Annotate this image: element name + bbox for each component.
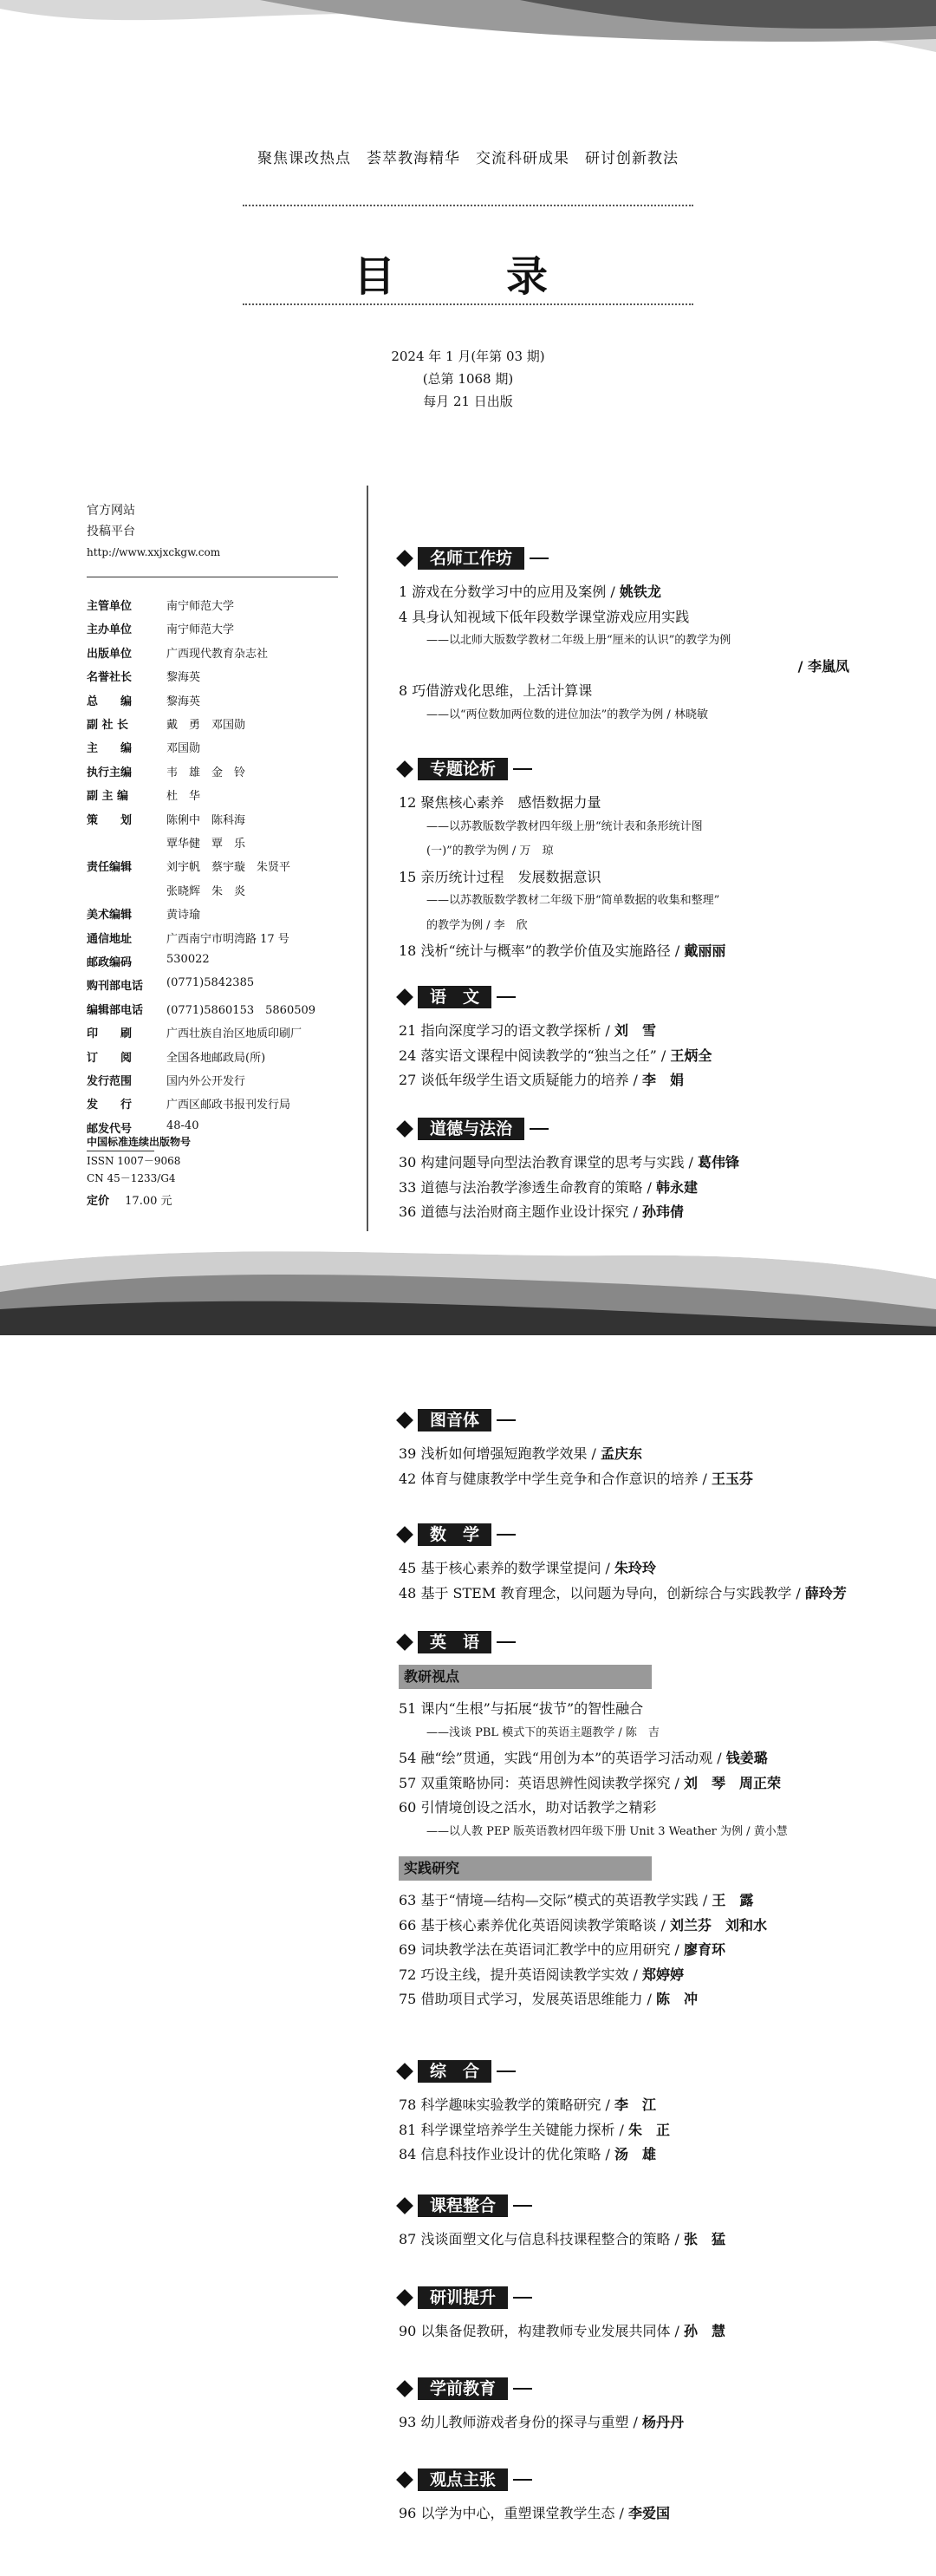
pub-info-row [87, 644, 268, 661]
author-name: 戴丽丽 [684, 942, 726, 959]
section-header [399, 546, 549, 571]
toc-entry[interactable] [399, 1914, 767, 1934]
pub-info-row [87, 1001, 315, 1017]
subtitle-text: ——以苏教版数学教材四年级上册“统计表和条形统计图 [426, 819, 703, 833]
pub-info-row [87, 668, 200, 684]
section-rule [530, 558, 549, 559]
subsection-label: 教研视点 [399, 1665, 652, 1689]
toc-entry[interactable] [399, 940, 725, 960]
article-title: 18 浅析“统计与概率”的教学价值及实施路径 / [399, 942, 685, 959]
pub-info-value: 杜 华 [166, 790, 201, 804]
author-name: 张 猛 [684, 2231, 726, 2247]
article-title: 72 巧设主线，提升英语阅读教学实效 / [399, 1966, 643, 1983]
author-name: 孙 慧 [684, 2323, 726, 2339]
pub-info-key: 通信地址 [87, 932, 133, 946]
author-name: 韩永建 [656, 1178, 699, 1196]
author-name: 陈 冲 [656, 1991, 699, 2007]
article-title: 4 具身认知视域下低年段数学课堂游戏应用实践 [399, 608, 690, 625]
pub-info-row [87, 1024, 302, 1040]
toc-entry[interactable] [399, 2228, 725, 2248]
section-header [399, 1408, 516, 1432]
issue-total: (总第 1068 期) [422, 371, 514, 387]
pub-info-value: 南宁师范大学 [166, 623, 235, 637]
author-name: 李 娟 [642, 1072, 685, 1088]
section-header [399, 2059, 516, 2084]
article-title: 48 基于 STEM 教育理念，以问题为导向，创新综合与实践教学 / [399, 1584, 805, 1601]
section-title: 道德与法治 [418, 1118, 524, 1140]
toc-entry[interactable] [399, 1020, 656, 1040]
subtitle-text: ——以苏教版数学教材二年级下册“简单数据的收集和整理” [426, 894, 720, 907]
article-title: 51 课内“生根”与拓展“拔节”的智性融合 [399, 1700, 644, 1717]
section-rule [497, 2071, 516, 2072]
toc-entry[interactable] [399, 1797, 656, 1816]
pub-info-key: 副 主 编 [87, 790, 129, 804]
pub-info-row [87, 953, 210, 969]
section-rule [497, 1534, 516, 1536]
section-header [399, 2468, 532, 2492]
pub-info-value: 陈俐中 陈科海 [166, 813, 246, 827]
author-name: 王玉芬 [712, 1470, 754, 1487]
author-name: / 李嵐凤 [797, 657, 849, 675]
pub-info-value: 张晓辉 朱 炎 [166, 884, 246, 898]
article-title: 78 科学趣味实验教学的策略研究 / [399, 2097, 615, 2113]
pub-info-row [87, 882, 245, 898]
toc-entry[interactable] [399, 1557, 656, 1577]
author-name: 李 江 [614, 2097, 657, 2113]
section-title: 图音体 [418, 1409, 491, 1431]
middle-wave-decoration [0, 1231, 936, 1335]
toc-entry[interactable] [399, 1443, 642, 1463]
cn: CN 45－1233/G4 [87, 1172, 176, 1184]
pub-info-key: 邮发代号 [87, 1122, 133, 1136]
article-title: 33 道德与法治教学渗透生命教育的策略 / [399, 1178, 657, 1196]
section-title: 课程整合 [418, 2194, 508, 2217]
pub-info-value: 48-40 [166, 1118, 199, 1132]
author-name: 朱玲玲 [614, 1560, 657, 1576]
toc-entry[interactable] [399, 792, 601, 812]
subtitle-text: ——以“两位数加两位数的进位加法”的教学为例 / [426, 708, 674, 721]
diamond-icon [396, 2380, 413, 2397]
toc-entry[interactable] [399, 2411, 684, 2431]
article-title: 24 落实语文课程中阅读教学的“独当之任” / [399, 1047, 671, 1064]
diamond-icon [396, 2197, 413, 2214]
standard-title: 中国标准连续出版物号 [87, 1136, 192, 1148]
section-title: 专题论析 [418, 758, 508, 780]
page-title: 目 录 [353, 252, 582, 301]
dotted-divider [243, 303, 693, 305]
article-title: 39 浅析如何增强短跑教学效果 / [399, 1445, 601, 1462]
pub-info-row [87, 739, 200, 755]
toc-entry[interactable] [399, 1698, 643, 1718]
pub-info-key: 购刊部电话 [87, 980, 144, 994]
pub-info-key: 发 行 [87, 1099, 133, 1112]
author-name: 汤 雄 [614, 2146, 657, 2162]
pub-info-key: 副 社 长 [87, 719, 129, 732]
pub-info-value: 全国各地邮政局(所) [166, 1051, 266, 1065]
submit-label: 投稿平台 [87, 525, 135, 538]
toc-entry[interactable] [399, 1151, 739, 1171]
subtitle-text: ——以人教 PEP 版英语教材四年级下册 Unit 3 Weather 为例 / [426, 1824, 754, 1838]
pub-info-value: 黄诗瑜 [166, 909, 201, 923]
pub-info-row [87, 1095, 290, 1112]
pub-info-value: 广西壮族自治区地质印刷厂 [166, 1027, 302, 1041]
author-name: 黄小慧 [753, 1824, 788, 1838]
author-name: 刘 琴 周正荣 [684, 1774, 782, 1791]
author-name: 廖育环 [684, 1941, 726, 1958]
subtitle-text: 的教学为例 / [426, 918, 494, 932]
author-name: 刘兰芬 刘和水 [670, 1916, 768, 1934]
author-name: 朱 正 [628, 2121, 671, 2138]
subtitle-text: (一)”的教学为例 / [426, 845, 520, 858]
section-header [399, 985, 516, 1009]
diamond-icon [396, 1120, 413, 1138]
section-title: 语 文 [418, 986, 491, 1008]
pub-info-key: 主办单位 [87, 623, 133, 637]
article-title: 93 幼儿教师游戏者身份的探寻与重塑 / [399, 2414, 643, 2430]
author-name: 王 露 [712, 1892, 754, 1908]
section-rule [497, 1641, 516, 1643]
section-header [399, 1523, 516, 1547]
toc-entry[interactable] [399, 1468, 753, 1488]
article-title: 8 巧借游戏化思维，上活计算课 [399, 682, 593, 699]
price-value: 17.00 元 [125, 1195, 172, 1208]
toc-entry[interactable] [399, 1045, 712, 1065]
author-name: 林晓敏 [673, 708, 708, 721]
article-title: 60 引情境创设之活水，助对话教学之精彩 [399, 1799, 657, 1816]
issue-schedule: 每月 21 日出版 [423, 394, 513, 409]
author-name: 万 琼 [519, 845, 554, 858]
pub-info-value: 邓国勋 [166, 742, 201, 756]
article-title: 1 游戏在分数学习中的应用及案例 / [399, 584, 620, 600]
article-title: 57 双重策略协同：英语思辨性阅读教学探究 / [399, 1774, 685, 1791]
toc-subtitle [426, 817, 703, 833]
toc-entry[interactable] [399, 680, 592, 700]
pub-info-key [87, 834, 166, 851]
section-title: 学前教育 [418, 2377, 508, 2400]
toc-subtitle [426, 1723, 660, 1739]
toc-subtitle [426, 705, 708, 721]
subtitle-text: ——浅谈 PBL 模式下的英语主题教学 / [426, 1725, 626, 1739]
pub-info-key: 责任编辑 [87, 861, 133, 875]
pub-info-row [87, 597, 234, 613]
dotted-divider [243, 205, 693, 206]
article-title: 42 体育与健康教学中学生竞争和合作意识的培养 / [399, 1470, 712, 1487]
toc-entry[interactable] [399, 2502, 670, 2522]
pub-info-value: 覃华健 覃 乐 [166, 838, 246, 851]
section-rule [513, 2297, 532, 2299]
toc-subtitle [426, 630, 731, 647]
section-title: 综 合 [418, 2060, 491, 2083]
pub-info-row [87, 811, 245, 827]
toc-entry[interactable] [399, 1582, 847, 1602]
pub-info-value: 黎海英 [166, 671, 201, 685]
toc-entry[interactable] [399, 1889, 753, 1909]
pub-info-key: 主管单位 [87, 600, 133, 613]
article-title: 21 指向深度学习的语文教学探析 / [399, 1022, 615, 1039]
toc-subtitle [426, 916, 528, 932]
section-header [399, 1117, 549, 1141]
toc-entry[interactable] [399, 2320, 725, 2340]
author-name: 郑婷婷 [642, 1966, 685, 1983]
pub-info-row [87, 976, 254, 993]
pub-info-value: 广西南宁市明湾路 17 号 [166, 932, 289, 946]
pub-info-row [87, 786, 200, 803]
toc-subtitle [426, 841, 553, 858]
pub-info-value: 530022 [166, 953, 210, 966]
pub-info-value: (0771)5842385 [166, 976, 255, 990]
diamond-icon [396, 1412, 413, 1429]
section-header [399, 1630, 516, 1654]
diamond-icon [396, 1634, 413, 1651]
pub-info-key: 执行主编 [87, 766, 133, 779]
pub-info-row [87, 620, 234, 636]
section-header [399, 757, 532, 781]
pub-info-key: 发行范围 [87, 1075, 133, 1088]
toc-subtitle [426, 890, 719, 907]
pub-info-row [87, 905, 200, 922]
toc-author [798, 655, 849, 675]
subsection-label: 实践研究 [399, 1856, 652, 1881]
pub-info-key: 美术编辑 [87, 909, 133, 923]
pub-info-value: 广西区邮政书报刊发行局 [166, 1099, 291, 1112]
author-name: 姚铁龙 [619, 584, 661, 600]
diamond-icon [396, 550, 413, 567]
pub-info-row [87, 858, 290, 874]
pub-info-key: 订 阅 [87, 1051, 133, 1065]
site-label: 官方网站 [87, 504, 135, 518]
pub-info-value: 国内外公开发行 [166, 1075, 246, 1088]
toc-entry[interactable] [399, 1177, 698, 1197]
section-title: 数 学 [418, 1523, 491, 1546]
section-rule [513, 768, 532, 770]
pub-info-value: 韦 雄 金 铃 [166, 766, 246, 779]
pub-info-key: 印 刷 [87, 1027, 133, 1041]
toc-entry[interactable] [399, 581, 661, 601]
section-title: 研训提升 [418, 2286, 508, 2309]
diamond-icon [396, 2063, 413, 2080]
diamond-icon [396, 988, 413, 1006]
toc-entry[interactable] [399, 1201, 684, 1221]
article-title: 84 信息科技作业设计的优化策略 / [399, 2146, 615, 2162]
pub-info-value: 黎海英 [166, 695, 201, 708]
author-name: 葛伟锋 [698, 1154, 740, 1171]
subtitle-text: ——以北师大版数学教材二年级上册“厘米的认识”的教学为例 [426, 634, 731, 647]
article-title: 27 谈低年级学生语文质疑能力的培养 / [399, 1072, 643, 1088]
toc-entry[interactable] [399, 1772, 781, 1792]
pub-info-key: 策 划 [87, 813, 133, 827]
toc-entry[interactable] [399, 2143, 656, 2163]
article-title: 96 以学为中心，重塑课堂教学生态 / [399, 2505, 629, 2521]
article-title: 81 科学课堂培养学生关键能力探析 / [399, 2121, 629, 2138]
article-title: 90 以集备促教研，构建教师专业发展共同体 / [399, 2323, 685, 2339]
article-title: 69 词块教学法在英语词汇教学中的应用研究 / [399, 1941, 685, 1958]
section-rule [497, 996, 516, 998]
article-title: 66 基于核心素养优化英语阅读教学策略谈 / [399, 1916, 671, 1934]
article-title: 30 构建问题导向型法治教育课堂的思考与实践 / [399, 1154, 699, 1171]
section-header [399, 2377, 532, 2401]
pub-info-row [87, 1119, 198, 1136]
pub-info-row [87, 834, 245, 851]
issue-date: 2024 年 1 月(年第 03 期) [391, 349, 545, 364]
author-name: 孟庆东 [601, 1445, 643, 1462]
toc-entry[interactable] [399, 606, 689, 626]
section-rule [513, 2205, 532, 2207]
section-header [399, 2194, 532, 2218]
author-name: 薛玲芳 [804, 1584, 847, 1601]
pub-info-value: 戴 勇 邓国勋 [166, 719, 246, 732]
issn: ISSN 1007－9068 [87, 1155, 181, 1167]
pub-info-value: 南宁师范大学 [166, 600, 235, 613]
article-title: 75 借助项目式学习，发展英语思维能力 / [399, 1991, 657, 2007]
section-title: 英 语 [418, 1631, 491, 1653]
pub-info-key: 出版单位 [87, 647, 133, 661]
section-rule [530, 1128, 549, 1130]
article-title: 15 亲历统计过程 发展数据意识 [399, 868, 601, 885]
author-name: 李爱国 [628, 2505, 671, 2521]
article-title: 87 浅谈面塑文化与信息科技课程整合的策略 / [399, 2231, 685, 2247]
author-name: 孙玮倩 [642, 1203, 685, 1220]
pub-info-row [87, 715, 245, 732]
pub-info-value: 广西现代教育杂志社 [166, 647, 269, 661]
toc-entry[interactable] [399, 866, 601, 886]
top-wave-decoration [0, 0, 936, 78]
pub-info-key: 编辑部电话 [87, 1003, 144, 1017]
toc-entry[interactable] [399, 1988, 698, 2008]
pub-info-row [87, 929, 289, 946]
diamond-icon [396, 2289, 413, 2306]
toc-entry[interactable] [399, 1747, 768, 1767]
price-label: 定价 [87, 1195, 110, 1208]
pub-info-key: 总 编 [87, 695, 133, 708]
section-title: 观点主张 [418, 2468, 508, 2491]
section-title: 名师工作坊 [418, 547, 524, 570]
author-name: 刘 雪 [614, 1022, 657, 1039]
toc-entry[interactable] [399, 2094, 656, 2114]
pub-info-value: 刘宇帆 蔡宇璇 朱贤平 [166, 861, 291, 875]
author-name: 王炳全 [670, 1047, 712, 1064]
article-title: 45 基于核心素养的数学课堂提问 / [399, 1560, 615, 1576]
author-name: 陈 吉 [625, 1725, 660, 1739]
diamond-icon [396, 1526, 413, 1543]
toc-entry[interactable] [399, 1964, 684, 1984]
diamond-icon [396, 760, 413, 778]
section-rule [513, 2388, 532, 2390]
section-header [399, 2286, 532, 2310]
pub-info-key: 主 编 [87, 742, 133, 756]
toc-entry[interactable] [399, 1939, 725, 1959]
pub-info-row [87, 692, 200, 708]
pub-info-row [87, 1072, 245, 1088]
site-url-link[interactable]: http://www.xxjxckgw.com [87, 546, 221, 558]
toc-subtitle [426, 1822, 788, 1838]
pub-info-row [87, 1048, 265, 1065]
column-divider [367, 486, 368, 1240]
toc-entry[interactable] [399, 2119, 670, 2139]
author-name: 杨丹丹 [642, 2414, 685, 2430]
pub-info-key: 名誉社长 [87, 671, 133, 685]
pub-info-key [87, 882, 166, 898]
pub-info-key: 邮政编码 [87, 956, 133, 969]
article-title: 54 融“绘”贯通，实践“用创为本”的英语学习活动观 / [399, 1750, 726, 1766]
pub-info-value: (0771)5860153 5860509 [166, 1003, 316, 1017]
author-name: 钱姜璐 [725, 1750, 768, 1766]
pub-info-row [87, 763, 245, 779]
article-title: 12 聚焦核心素养 感悟数据力量 [399, 794, 601, 811]
section-rule [497, 1419, 516, 1421]
article-title: 63 基于“情境—结构—交际”模式的英语教学实践 / [399, 1892, 712, 1908]
diamond-icon [396, 2471, 413, 2488]
slogan: 聚焦课改热点 荟萃教海精华 交流科研成果 研讨创新教法 [257, 150, 679, 167]
author-name: 李 欣 [493, 918, 528, 932]
article-title: 36 道德与法治财商主题作业设计探究 / [399, 1203, 643, 1220]
section-rule [513, 2479, 532, 2481]
price-row [87, 1191, 172, 1208]
toc-entry[interactable] [399, 1069, 684, 1089]
